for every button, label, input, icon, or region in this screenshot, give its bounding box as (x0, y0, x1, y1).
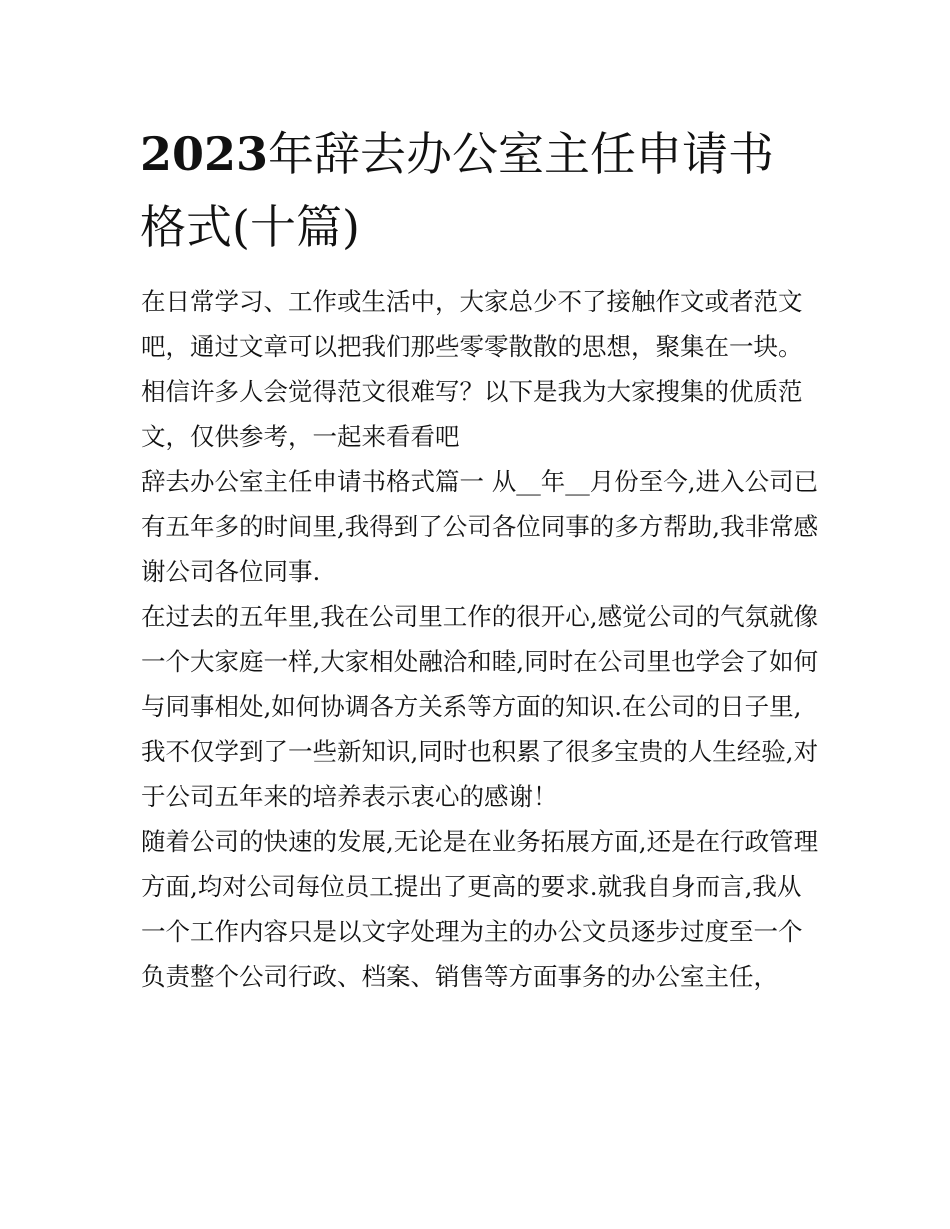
title-year: 2023 (140, 127, 269, 181)
paragraph-2: 在过去的五年里,我在公司里工作的很开心,感觉公司的气氛就像一个大家庭一样,大家相处融洽和睦,同时在公司里也学会了如何与同事相处,如何协调各方关系等方面的知识.在公司的日子里,我不仅学到了一些新知识,同时也积累了很多宝贵的人生经验,对于公司五年来的培养表示衷心的感谢！ (141, 602, 819, 811)
document-body (141, 279, 821, 999)
paragraph-1: 辞去办公室主任申请书格式篇一 从__年__月份至今,进入公司已有五年多的时间里,我得到了公司各位同事的多方帮助,我非常感谢公司各位同事. (141, 467, 819, 586)
paragraph-3: 随着公司的快速的发展,无论是在业务拓展方面,还是在行政管理方面,均对公司每位员工提出了更高的要求.就我自身而言,我从一个工作内容只是以文字处理为主的办公文员逐步过度至一个负责整个公司行政、档案、销售等方面事务的办公室主任， (141, 827, 819, 991)
title-text: 年辞去办公室主任申请书格式(十篇) (140, 127, 775, 254)
page-title (140, 118, 820, 264)
paragraph-intro: 在日常学习、工作或生活中，大家总少不了接触作文或者范文吧，通过文章可以把我们那些零零散散的思想，聚集在一块。相信许多人会觉得范文很难写？以下是我为大家搜集的优质范文，仅供参考，一起来看看吧 (141, 287, 803, 451)
